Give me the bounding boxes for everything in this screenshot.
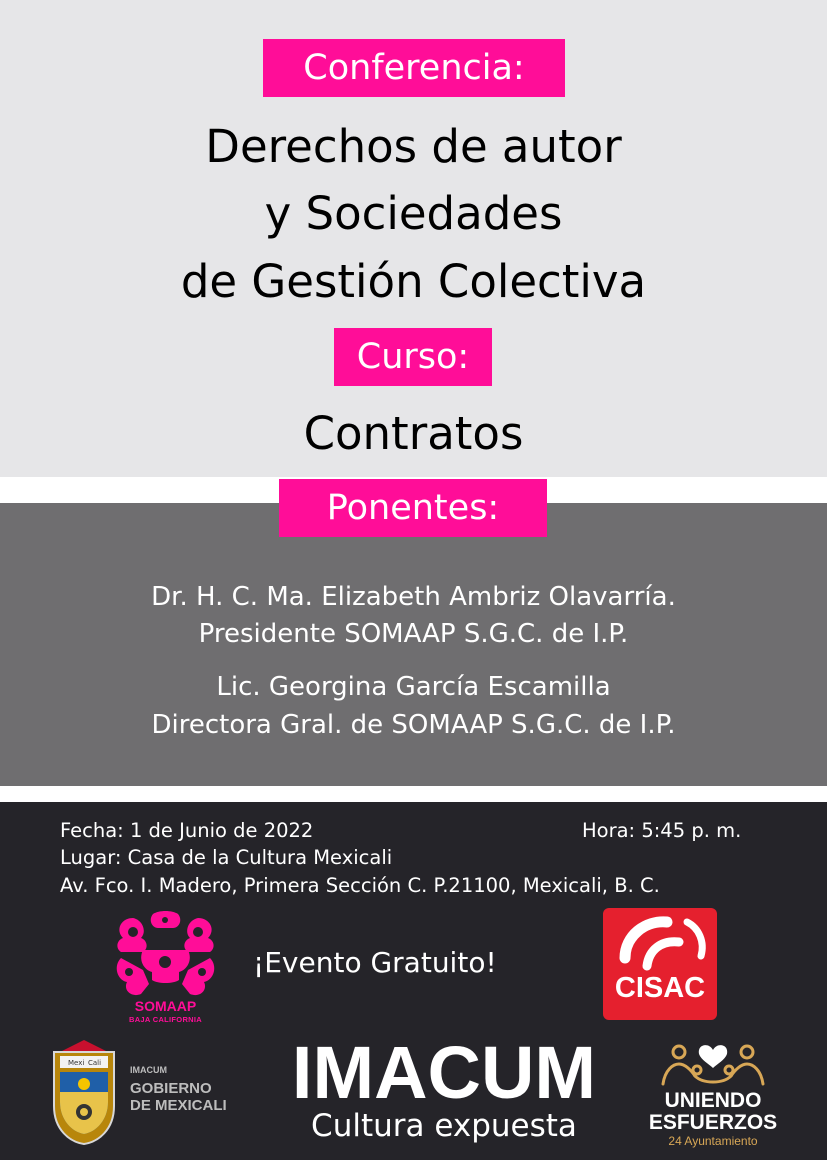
imacum-wordmark: IMACUM	[291, 1031, 597, 1114]
somaap-logo-icon	[113, 910, 218, 1000]
gobierno-small-text: IMACUM	[130, 1065, 167, 1075]
conference-title-line-1: Derechos de autor	[205, 120, 622, 173]
speaker-2-role: Directora Gral. de SOMAAP S.G.C. de I.P.	[151, 710, 676, 740]
course-title: Contratos	[303, 407, 524, 460]
speaker-1-name: Dr. H. C. Ma. Elizabeth Ambriz Olavarría.	[151, 582, 676, 612]
event-date: Fecha: 1 de Junio de 2022	[60, 819, 314, 842]
event-time: Hora: 5:45 p. m.	[582, 819, 742, 842]
uniendo-esfuerzos-logo	[633, 1040, 793, 1155]
speakers-label: Ponentes:	[279, 479, 547, 537]
imacum-tagline: Cultura expuesta	[311, 1108, 577, 1144]
speaker-2-name: Lic. Georgina García Escamilla	[216, 672, 611, 702]
speaker-1-role: Presidente SOMAAP S.G.C. de I.P.	[198, 619, 629, 649]
uniendo-esfuerzos-icon	[633, 1040, 793, 1090]
shield-top-right-text: Cali	[88, 1059, 102, 1067]
cisac-logo	[603, 908, 717, 1020]
conference-label: Conferencia:	[263, 39, 565, 97]
event-address: Av. Fco. I. Madero, Primera Sección C. P.21100, Mexicali, B. C.	[60, 874, 660, 897]
somaap-name: SOMAAP	[134, 998, 197, 1014]
mexicali-shield-logo	[50, 1038, 118, 1146]
free-event-text: ¡Evento Gratuito!	[253, 946, 497, 979]
cisac-name: CISAC	[614, 972, 706, 1004]
esfuerzos-text: ESFUERZOS	[648, 1111, 778, 1134]
somaap-logo	[113, 910, 218, 1028]
shield-top-left-text: Mexi	[68, 1059, 85, 1067]
conference-title-line-2: y Sociedades	[264, 187, 563, 240]
gobierno-line-1: GOBIERNO	[130, 1080, 212, 1097]
mexicali-shield-icon	[50, 1038, 118, 1146]
event-place: Lugar: Casa de la Cultura Mexicali	[60, 846, 393, 869]
conference-title-line-3: de Gestión Colectiva	[180, 255, 647, 308]
course-label: Curso:	[334, 328, 492, 386]
ayuntamiento-text: 24 Ayuntamiento	[668, 1134, 758, 1148]
gobierno-line-2: DE MEXICALI	[130, 1097, 227, 1114]
somaap-subtitle: BAJA CALIFORNIA	[129, 1015, 202, 1024]
uniendo-text: UNIENDO	[664, 1089, 762, 1112]
